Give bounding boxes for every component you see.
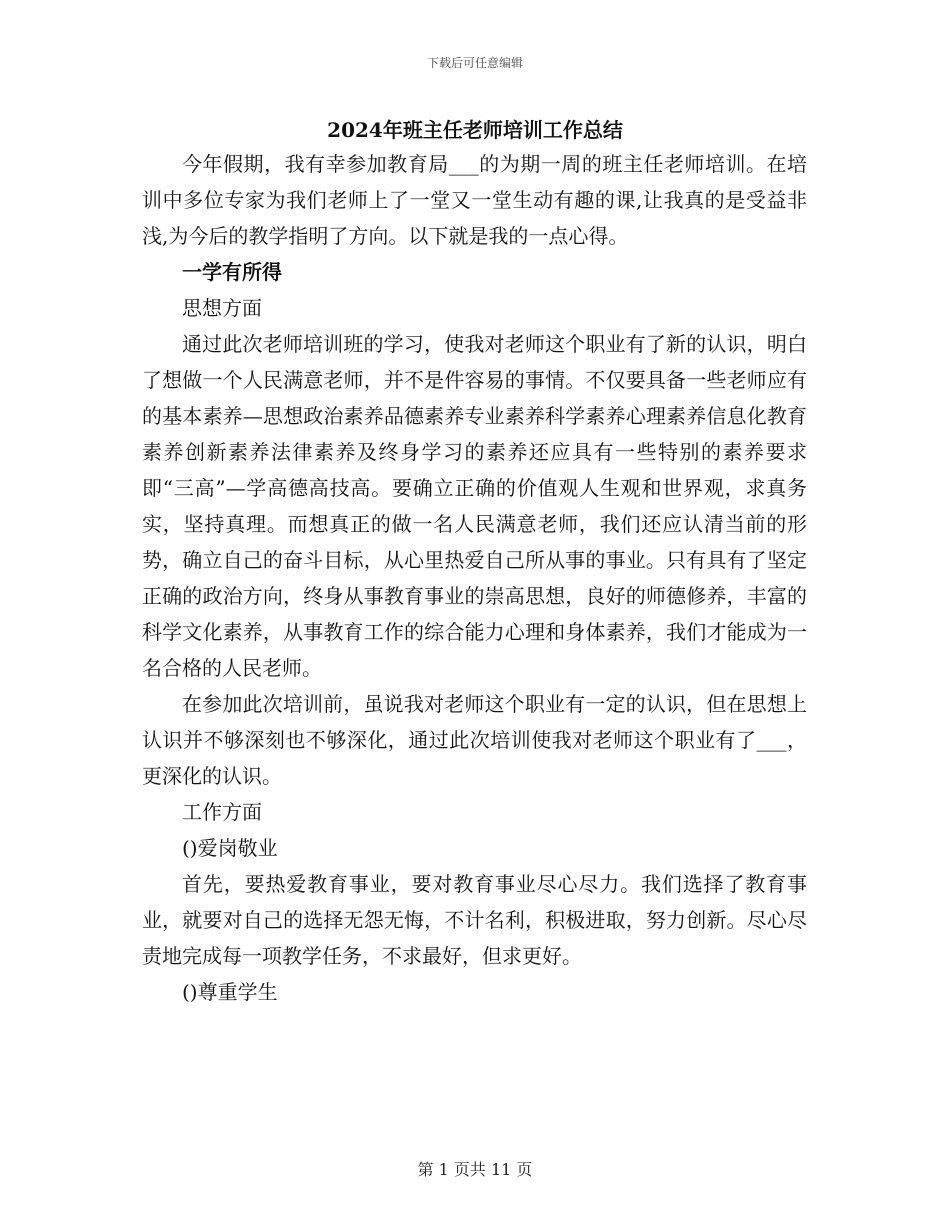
- paragraph-thought: 通过此次老师培训班的学习，使我对老师这个职业有了新的认识，明白了想做一个人民满意老师，并不是件容易的事情。不仅要具备一些老师应有的基本素养—思想政治素养品德素养专业素养科学素养心理素养信息化教育素养创新素养法律素养及终身学习的素养还应具有一些特别的素养要求即“三高”—学高德高技高。要确立正确的价值观人生观和世界观，求真务实，坚持真理。而想真正的做一名人民满意老师，我们还应认清当前的形势，确立自己的奋斗目标，从心里热爱自己所从事的事业。只有具有了坚定正确的政治方向，终身从事教育事业的崇高思想，良好的师德修养，丰富的科学文化素养，从事教育工作的综合能力心理和身体素养，我们才能成为一名合格的人民老师。: [142, 332, 807, 680]
- intro-paragraph: 今年假期，我有幸参加教育局___的为期一周的班主任老师培训。在培训中多位专家为我们老师上了一堂又一堂生动有趣的课,让我真的是受益非浅,为今后的教学指明了方向。以下就是我的一点心得。: [142, 152, 807, 248]
- paragraph-before-training: 在参加此次培训前，虽说我对老师这个职业有一定的认识，但在思想上认识并不够深刻也不够深化，通过此次培训使我对老师这个职业有了___，更深化的认识。: [142, 692, 807, 788]
- section-heading-learning: 一学有所得: [182, 260, 282, 284]
- page-number: 第 1 页共 11 页: [417, 1160, 533, 1179]
- subheading-thought: 思想方面: [182, 296, 262, 320]
- item-heading-dedication: ()爱岗敬业: [182, 836, 278, 860]
- paragraph-dedication: 首先，要热爱教育事业，要对教育事业尽心尽力。我们选择了教育事业，就要对自己的选择无怨无悔，不计名利，积极进取，努力创新。尽心尽责地完成每一项教学任务，不求最好，但求更好。: [142, 872, 807, 968]
- item-heading-respect-students: ()尊重学生: [182, 980, 278, 1004]
- document-body: [142, 146, 807, 1010]
- subheading-work: 工作方面: [182, 800, 262, 824]
- document-title: 2024年班主任老师培训工作总结: [327, 118, 623, 142]
- header-note: 下载后可任意编辑: [426, 56, 523, 70]
